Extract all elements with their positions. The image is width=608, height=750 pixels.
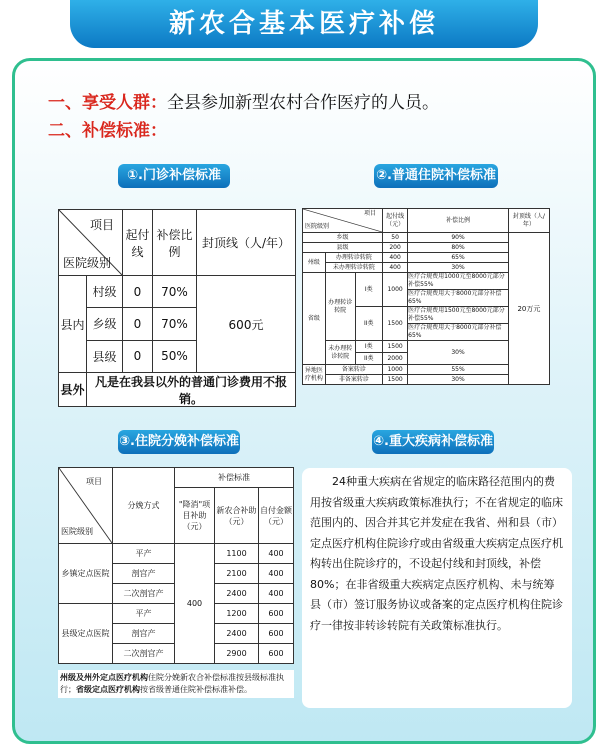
ratio-county: 50%	[153, 340, 197, 372]
start-village: 0	[123, 276, 153, 308]
mode: 剖宫产	[113, 564, 175, 584]
self: 400	[259, 584, 294, 604]
level-township: 乡级	[87, 308, 122, 340]
cap-value-2: 20万元	[508, 233, 549, 385]
diag-header-3	[59, 468, 113, 544]
diag-header	[59, 210, 123, 276]
mode: 二次剖宫产	[113, 644, 175, 664]
row-zhou-referral: 办理转诊转院	[325, 253, 382, 263]
class-1-start: 1000	[383, 273, 408, 307]
header-item-2: 项目	[364, 210, 377, 217]
cap-value: 600元	[197, 276, 296, 373]
row-zhou-referral-ratio: 65%	[408, 253, 509, 263]
header-level-2: 医院级别	[305, 223, 330, 230]
county-out-text: 凡是在我县以外的普通门诊费用不报销。	[94, 374, 287, 406]
xnh: 1100	[215, 544, 259, 564]
self: 600	[259, 624, 294, 644]
class-1-ratio-a: 医疗合规费用1000元至8000元部分补偿55%	[408, 273, 509, 290]
header-start: 起付线	[123, 210, 153, 276]
class-1-ratio-b: 医疗合规费用大于8000元部分补偿65%	[408, 290, 509, 307]
row-sheng: 省级	[303, 273, 326, 365]
footnote-bold-1: 州级及州外定点医疗机构	[60, 673, 148, 682]
county-out-row	[59, 373, 296, 407]
jx-value: 400	[175, 544, 215, 664]
xnh: 2100	[215, 564, 259, 584]
row-xian-ratio: 80%	[408, 243, 509, 253]
mode: 剖宫产	[113, 624, 175, 644]
row-zhou-noreferral-start: 400	[383, 263, 408, 273]
eligibility-value: 全县参加新型农村合作医疗的人员。	[167, 93, 439, 113]
class-2-ratio-b: 医疗合规费用大于8000元部分补偿65%	[408, 324, 509, 341]
start-township: 0	[123, 308, 153, 340]
row-zhou: 州级	[303, 253, 326, 273]
nclass-1: I类	[355, 341, 382, 353]
inpatient-title: ②.普通住院补偿标准	[374, 164, 498, 188]
self: 600	[259, 644, 294, 664]
header-item-3: 项目	[86, 477, 102, 486]
nclass-2: II类	[355, 353, 382, 365]
nclass-ratio: 30%	[408, 341, 509, 365]
self: 400	[259, 564, 294, 584]
eligibility-label: 一、享受人群：	[48, 93, 167, 113]
xnh: 2900	[215, 644, 259, 664]
header-level: 医院级别	[63, 256, 112, 270]
class-2-start: 1500	[383, 307, 408, 341]
inpatient-table	[302, 208, 550, 385]
major-disease-title: ④.重大疾病补偿标准	[372, 430, 494, 454]
row-yidi-norecord-start: 1500	[383, 375, 408, 385]
row-xian-start: 200	[383, 243, 408, 253]
row-zhou-referral-start: 400	[383, 253, 408, 263]
group-township: 乡镇定点医院	[59, 544, 113, 604]
delivery-footnote	[58, 670, 294, 698]
class-1: I类	[355, 273, 382, 307]
row-xian: 县级	[303, 243, 383, 253]
footnote-text-2: 按省级普通住院补偿标准补偿。	[140, 685, 252, 694]
header-ratio: 补偿比例	[153, 210, 197, 276]
header-item: 项目	[89, 218, 114, 232]
mode: 平产	[113, 604, 175, 624]
level-village: 村级	[87, 276, 122, 308]
ratio-township: 70%	[153, 308, 197, 340]
row-yidi-record-start: 1000	[383, 365, 408, 375]
page-title: 新农合基本医疗补偿	[70, 0, 538, 48]
outpatient-table	[58, 209, 296, 407]
xnh: 2400	[215, 584, 259, 604]
header-xnh: 新农合补助（元）	[215, 488, 259, 544]
header-jx: "降消"项目补助（元）	[175, 488, 215, 544]
standard-heading: 二、补偿标准：	[48, 121, 167, 141]
diag-header-2	[303, 209, 383, 233]
ratio-village: 70%	[153, 276, 197, 308]
header-ratio-2: 补偿比例	[408, 209, 509, 233]
class-2-ratio-a: 医疗合规费用1500元至8000元部分补偿55%	[408, 307, 509, 324]
county-in-label: 县内	[59, 276, 87, 372]
footnote-text-1: 住院分娩新农合补偿标准按县级标准执行；	[60, 673, 284, 694]
county-out-label: 县外	[59, 373, 87, 406]
start-county: 0	[123, 340, 153, 372]
nclass-1-start: 1500	[383, 341, 408, 353]
header-cap: 封顶线（人/年）	[197, 210, 296, 276]
row-sheng-noreferral: 未办理转诊转院	[325, 341, 355, 365]
self: 400	[259, 544, 294, 564]
group-county: 县级定点医院	[59, 604, 113, 664]
header-cap-2: 封顶线（人/年）	[508, 209, 549, 233]
self: 600	[259, 604, 294, 624]
row-yidi-norecord-ratio: 30%	[408, 375, 509, 385]
header-self: 自付金额（元）	[259, 488, 294, 544]
row-zhou-noreferral: 未办理转诊转院	[325, 263, 382, 273]
header-std: 补偿标准	[175, 468, 294, 488]
delivery-table	[58, 467, 294, 664]
row-yidi-norecord: 非备案转诊	[325, 375, 382, 385]
row-sheng-referral: 办理转诊转院	[325, 273, 355, 341]
nclass-2-start: 2000	[383, 353, 408, 365]
mode: 二次剖宫产	[113, 584, 175, 604]
row-xiang-start: 50	[383, 233, 408, 243]
row-yidi-record: 备案转诊	[325, 365, 382, 375]
major-disease-text: 24种重大疾病在省规定的临床路径范围内的费用按省级重大疾病政策标准执行；不在省规定的临床范围内的、因合并其它并发症在我省、州和县（市）定点医疗机构住院诊疗或由省级重大疾病定点医疗机构转出住院诊疗的，不设起付线和封顶线，补偿80%；在非省级重大疾病定点医疗机构、未与统筹县（市）签订服务协议或备案的定点医疗机构住院诊疗一律按非转诊转院有关政策标准执行。	[302, 468, 572, 708]
row-zhou-noreferral-ratio: 30%	[408, 263, 509, 273]
eligibility-line	[48, 88, 439, 113]
header-start-2: 起付线（元）	[383, 209, 408, 233]
class-2: II类	[355, 307, 382, 341]
footnote-bold-2: 省级定点医疗机构	[76, 685, 140, 694]
row-yidi-record-ratio: 55%	[408, 365, 509, 375]
county-in-group	[59, 276, 123, 373]
xnh: 2400	[215, 624, 259, 644]
level-county: 县级	[92, 349, 117, 364]
mode: 平产	[113, 544, 175, 564]
xnh: 1200	[215, 604, 259, 624]
delivery-title: ③.住院分娩补偿标准	[118, 430, 240, 454]
row-xiang-ratio: 90%	[408, 233, 509, 243]
header-mode: 分娩方式	[113, 468, 175, 544]
row-yidi: 异地医疗机构	[303, 365, 326, 385]
row-xiang: 乡级	[303, 233, 383, 243]
outpatient-title: ①.门诊补偿标准	[118, 164, 230, 188]
header-level-3: 医院级别	[61, 527, 93, 536]
